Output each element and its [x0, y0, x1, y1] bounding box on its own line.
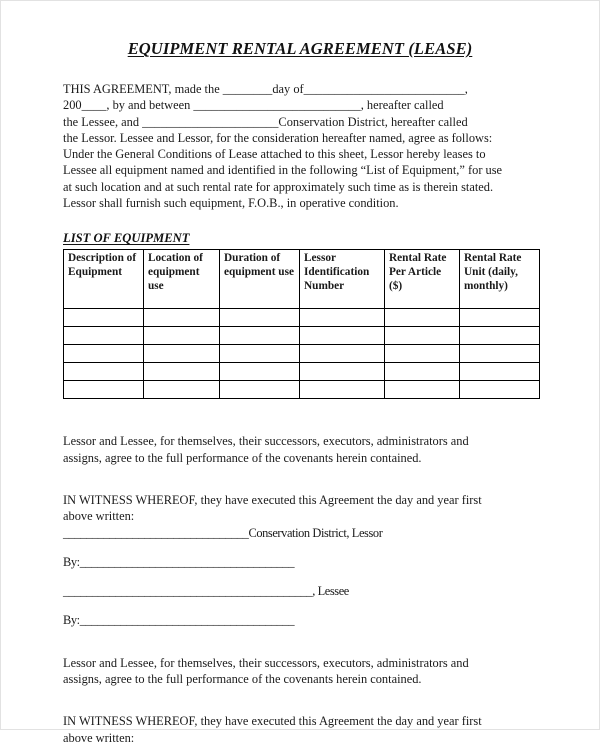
table-header-row	[64, 250, 540, 309]
table-row[interactable]	[64, 327, 540, 345]
lessor-by-line[interactable]: By:_____________________________________	[63, 554, 295, 569]
opening-line: 200____, by and between ___________________________, hereafter called	[63, 98, 444, 113]
cell-rental-unit[interactable]	[460, 309, 540, 327]
cell-rental-unit[interactable]	[460, 327, 540, 345]
column-header-duration: Duration of equipment use	[220, 250, 300, 309]
table-row[interactable]	[64, 381, 540, 399]
opening-line: THIS AGREEMENT, made the ________day of__________________________,	[63, 82, 468, 96]
opening-line: the Lessor. Lessee and Lessor, for the consideration hereafter named, agree as follows:	[63, 130, 493, 145]
cell-location[interactable]	[144, 309, 220, 327]
cell-duration[interactable]	[220, 309, 300, 327]
covenants-paragraph-repeat	[63, 655, 537, 688]
cell-rental-rate[interactable]	[385, 345, 460, 363]
cell-lessor-id[interactable]	[300, 309, 385, 327]
cell-rental-unit[interactable]	[460, 381, 540, 399]
opening-line: at such location and at such rental rate for approximately such time as is therein stated.	[63, 179, 494, 194]
table-row[interactable]	[64, 309, 540, 327]
cell-lessor-id[interactable]	[300, 381, 385, 399]
cell-rental-unit[interactable]	[460, 345, 540, 363]
cell-location[interactable]	[144, 381, 220, 399]
page-content	[1, 1, 599, 746]
witness-line: above written:	[63, 730, 135, 745]
spacer	[63, 541, 537, 554]
equipment-table	[63, 249, 540, 399]
lessee-signature-line[interactable]: ___________________________________________, Lessee	[63, 584, 349, 599]
covenants-line: assigns, agree to the full performance of the covenants herein contained.	[63, 672, 422, 687]
cell-duration[interactable]	[220, 327, 300, 345]
spacer	[63, 629, 537, 655]
cell-description[interactable]	[64, 309, 144, 327]
column-header-location: Location of equipment use	[144, 250, 220, 309]
cell-location[interactable]	[144, 345, 220, 363]
cell-description[interactable]	[64, 363, 144, 381]
cell-rental-unit[interactable]	[460, 363, 540, 381]
spacer	[63, 570, 537, 583]
signature-block	[63, 525, 537, 629]
covenants-line: Lessor and Lessee, for themselves, their successors, executors, administrators and	[63, 655, 469, 670]
cell-lessor-id[interactable]	[300, 345, 385, 363]
covenants-line: assigns, agree to the full performance of the covenants herein contained.	[63, 450, 422, 465]
cell-description[interactable]	[64, 381, 144, 399]
list-of-equipment-heading: LIST OF EQUIPMENT	[63, 231, 190, 246]
cell-lessor-id[interactable]	[300, 363, 385, 381]
cell-rental-rate[interactable]	[385, 381, 460, 399]
cell-lessor-id[interactable]	[300, 327, 385, 345]
spacer	[63, 399, 537, 433]
opening-line: Under the General Conditions of Lease attached to this sheet, Lessor hereby leases to	[63, 147, 486, 162]
table-body	[64, 309, 540, 399]
lessor-signature-line[interactable]: ________________________________Conservation District, Lessor	[63, 525, 383, 540]
spacer	[63, 211, 537, 231]
table-row[interactable]	[64, 363, 540, 381]
table-row[interactable]	[64, 345, 540, 363]
opening-paragraph	[63, 81, 537, 211]
cell-duration[interactable]	[220, 363, 300, 381]
lessee-by-line[interactable]: By:_____________________________________	[63, 613, 295, 628]
cell-location[interactable]	[144, 327, 220, 345]
cell-rental-rate[interactable]	[385, 363, 460, 381]
spacer	[63, 687, 537, 713]
witness-line: above written:	[63, 509, 135, 524]
opening-line: Lessee all equipment named and identified in the following “List of Equipment,” for use	[63, 163, 503, 178]
cell-location[interactable]	[144, 363, 220, 381]
column-header-description: Description of Equipment	[64, 250, 144, 309]
column-header-lessor-id: Lessor Identification Number	[300, 250, 385, 309]
spacer	[63, 466, 537, 492]
cell-duration[interactable]	[220, 381, 300, 399]
cell-rental-rate[interactable]	[385, 327, 460, 345]
spacer	[63, 599, 537, 612]
witness-paragraph	[63, 492, 537, 525]
witness-line: IN WITNESS WHEREOF, they have executed this Agreement the day and year first	[63, 714, 482, 729]
column-header-rental-rate: Rental Rate Per Article ($)	[385, 250, 460, 309]
opening-line: Lessor shall furnish such equipment, F.O.B., in operative condition.	[63, 196, 399, 211]
opening-line: the Lessee, and ______________________Conservation District, hereafter called	[63, 114, 468, 129]
cell-duration[interactable]	[220, 345, 300, 363]
covenants-paragraph	[63, 433, 537, 466]
cell-description[interactable]	[64, 345, 144, 363]
cell-description[interactable]	[64, 327, 144, 345]
covenants-line: Lessor and Lessee, for themselves, their successors, executors, administrators and	[63, 434, 469, 449]
witness-line: IN WITNESS WHEREOF, they have executed this Agreement the day and year first	[63, 492, 482, 507]
page-title: EQUIPMENT RENTAL AGREEMENT (LEASE)	[127, 39, 473, 58]
cell-rental-rate[interactable]	[385, 309, 460, 327]
column-header-rental-unit: Rental Rate Unit (daily, monthly)	[460, 250, 540, 309]
